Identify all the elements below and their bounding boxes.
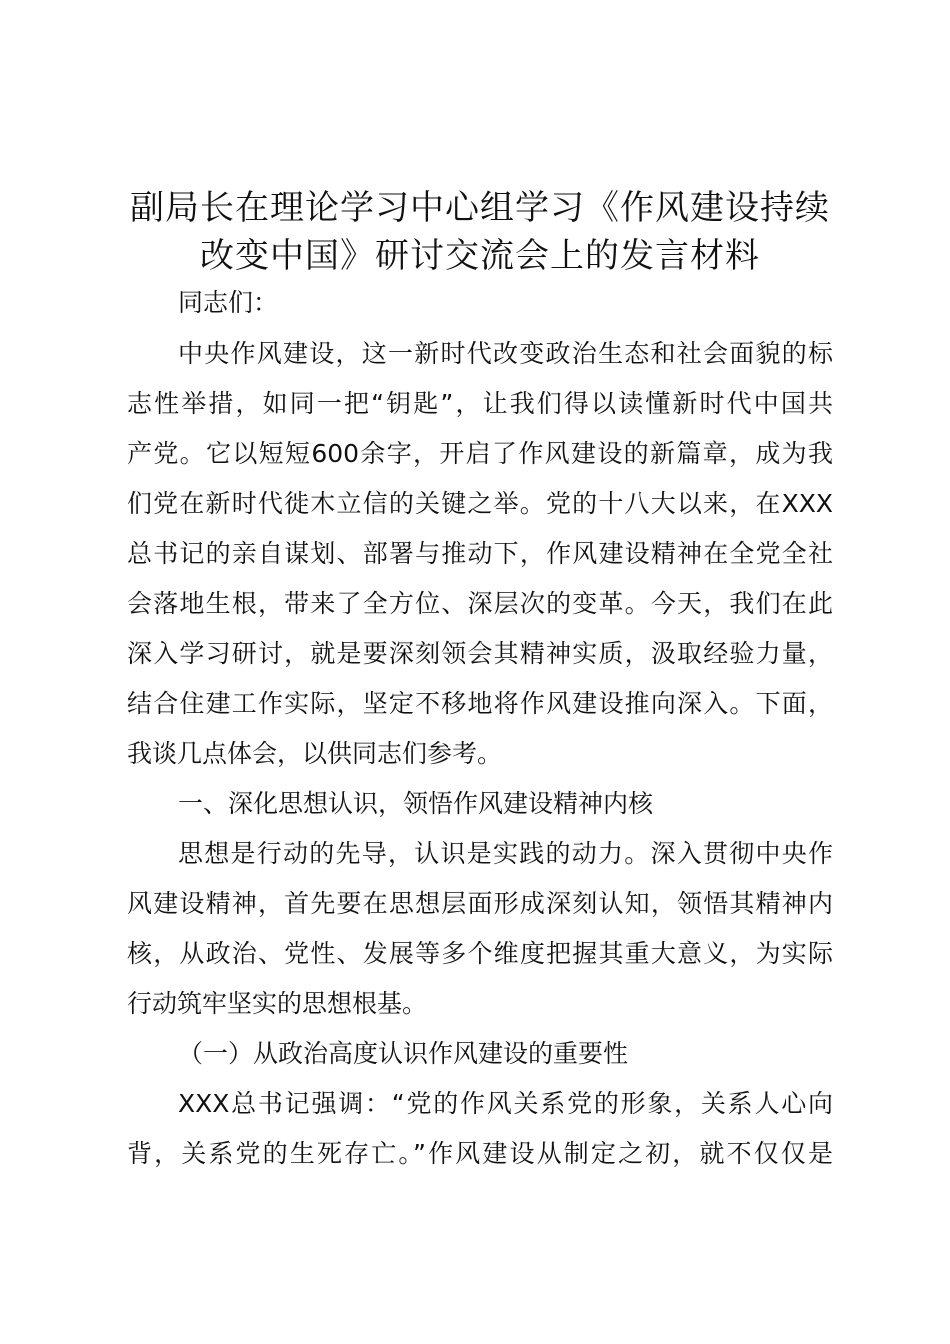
paragraph-line: 深入学习研讨，就是要深刻领会其精神实质，汲取经验力量，: [127, 639, 833, 668]
document-title-line-1: 副局长在理论学习中心组学习《作风建设持续: [130, 188, 830, 228]
paragraph-line: 结合住建工作实际，坚定不移地将作风建设推向深入。下面，: [127, 689, 833, 718]
document-title-line-2: 改变中国》研讨交流会上的发言材料: [200, 236, 760, 276]
paragraph-line: 风建设精神，首先要在思想层面形成深刻认知，领悟其精神内: [127, 889, 833, 918]
paragraph-line: XXX总书记强调：“党的作风关系党的形象，关系人心向: [178, 1089, 833, 1118]
salutation: 同志们：: [178, 288, 279, 317]
paragraph-line: 背，关系党的生死存亡。”作风建设从制定之初，就不仅仅是: [127, 1139, 833, 1168]
paragraph-line: 思想是行动的先导，认识是实践的动力。深入贯彻中央作: [178, 839, 833, 868]
paragraph-line: 中央作风建设，这一新时代改变政治生态和社会面貌的标: [178, 339, 833, 368]
section-heading: 一、深化思想认识，领悟作风建设精神内核: [178, 789, 654, 818]
subsection-heading: （一）从政治高度认识作风建设的重要性: [178, 1039, 629, 1068]
paragraph-line: 产党。它以短短600余字，开启了作风建设的新篇章，成为我: [127, 439, 833, 468]
paragraph-line: 们党在新时代徙木立信的关键之举。党的十八大以来，在XXX: [127, 489, 833, 518]
paragraph-line: 志性举措，如同一把“钥匙”，让我们得以读懂新时代中国共: [127, 389, 833, 418]
paragraph-line: 我谈几点体会，以供同志们参考。: [127, 739, 503, 768]
paragraph-line: 总书记的亲自谋划、部署与推动下，作风建设精神在全党全社: [127, 539, 833, 568]
paragraph-line: 核，从政治、党性、发展等多个维度把握其重大意义，为实际: [127, 939, 833, 968]
paragraph-line: 行动筑牢坚实的思想根基。: [127, 989, 428, 1018]
paragraph-line: 会落地生根，带来了全方位、深层次的变革。今天，我们在此: [127, 589, 833, 618]
